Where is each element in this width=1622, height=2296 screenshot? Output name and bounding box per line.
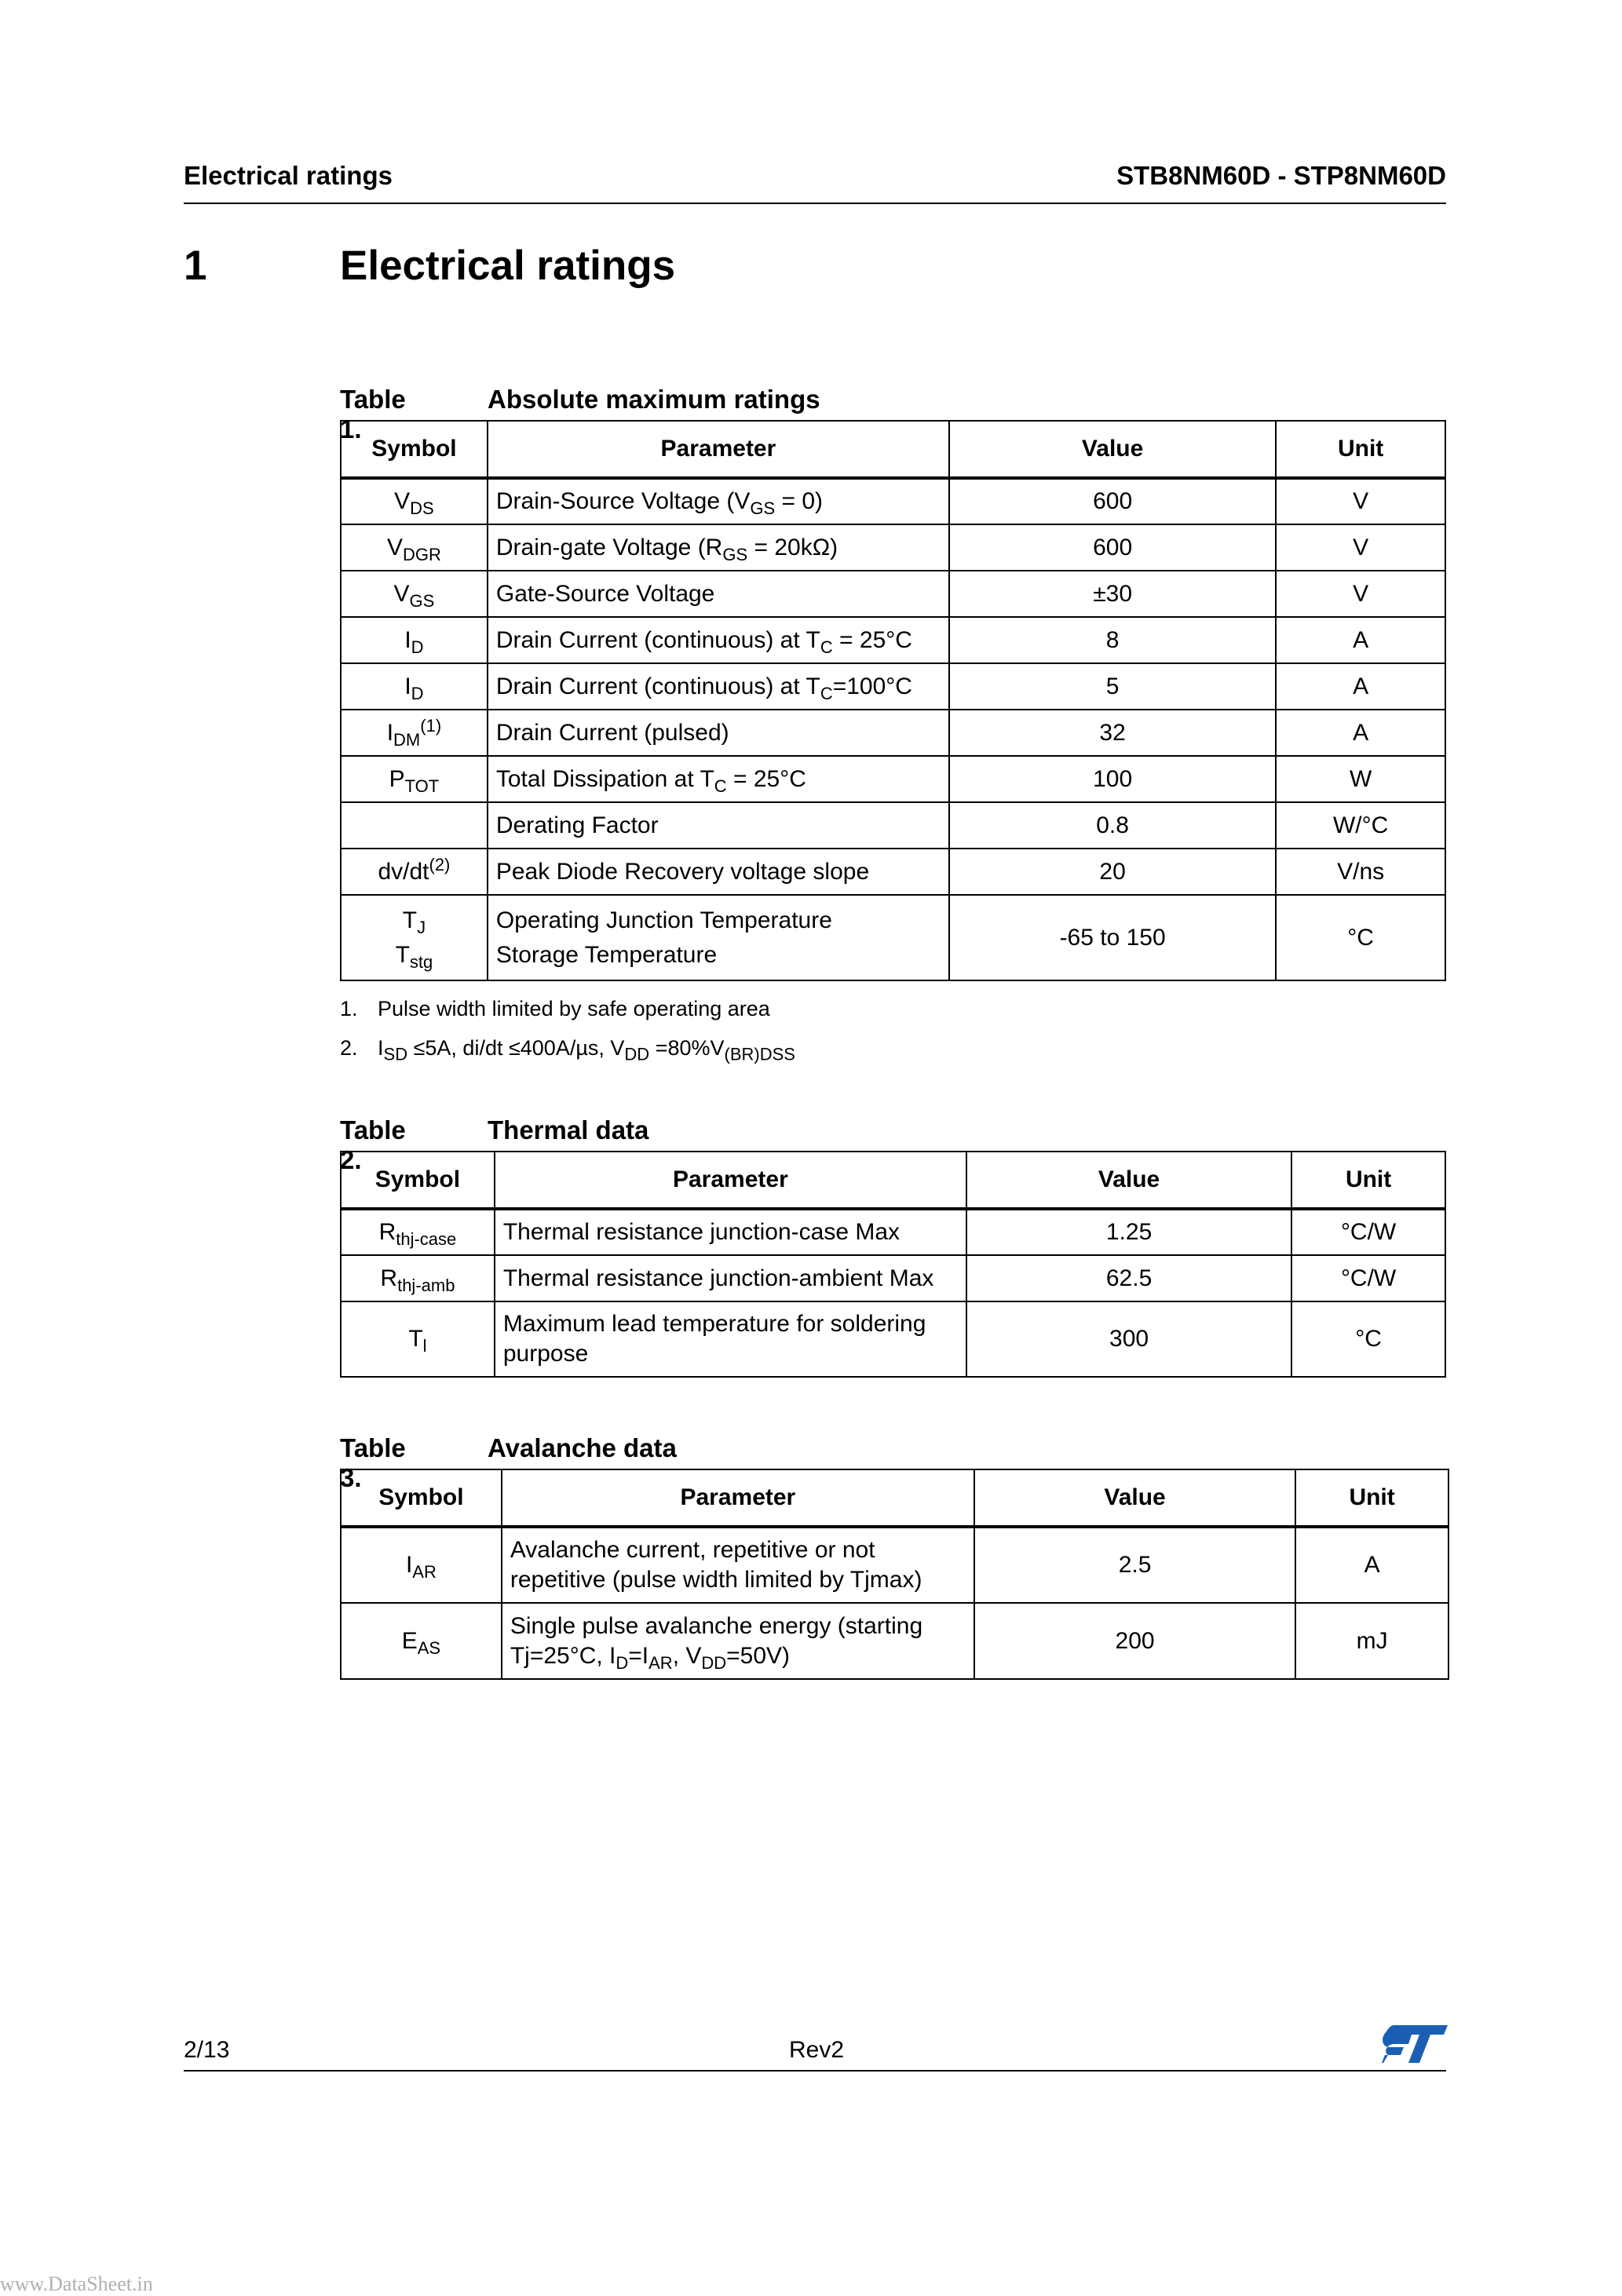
- table-row: [341, 524, 1445, 571]
- symbol-cell: $I_{AR}$: [341, 1527, 502, 1603]
- col-header-parameter: Parameter: [488, 421, 949, 478]
- header-rule: [184, 203, 1446, 204]
- table-row: [341, 663, 1445, 710]
- value-cell: 100: [949, 756, 1276, 802]
- unit-cell: A: [1295, 1527, 1448, 1603]
- col-header-parameter: Parameter: [495, 1152, 966, 1209]
- symbol-cell: $I_D$: [341, 663, 488, 710]
- col-header-unit: Unit: [1295, 1469, 1448, 1527]
- value-cell: 300: [966, 1301, 1291, 1377]
- symbol-cell: $dv/dt^{(2)}$: [341, 849, 488, 895]
- value-cell: 8: [949, 617, 1276, 663]
- table-header-row: [341, 1152, 1445, 1209]
- value-cell: ±30: [949, 571, 1276, 617]
- table-row: [341, 478, 1445, 524]
- symbol-cell: $R_{thj-case}$: [341, 1209, 495, 1255]
- parameter-cell: Avalanche current, repetitive or not repetitive (pulse width limited by Tjmax): [502, 1527, 974, 1603]
- col-header-unit: Unit: [1276, 421, 1445, 478]
- col-header-symbol: Symbol: [341, 1469, 502, 1527]
- unit-cell: V: [1276, 571, 1445, 617]
- unit-cell: V: [1276, 478, 1445, 524]
- table-row: [341, 710, 1445, 756]
- value-cell: 32: [949, 710, 1276, 756]
- symbol-cell: $I_D$: [341, 617, 488, 663]
- unit-cell: mJ: [1295, 1603, 1448, 1679]
- table-row: [341, 1301, 1445, 1377]
- running-header-part-number: STB8NM60D - STP8NM60D: [1116, 161, 1446, 190]
- parameter-cell: Drain Current (pulsed): [488, 710, 949, 756]
- unit-cell: °C: [1291, 1301, 1445, 1377]
- page-number: 2/13: [184, 2037, 230, 2063]
- col-header-symbol: Symbol: [341, 1152, 495, 1209]
- symbol-cell: $R_{thj-amb}$: [341, 1255, 495, 1301]
- symbol-cell: $V_{DS}$: [341, 478, 488, 524]
- table-row: [341, 1527, 1448, 1603]
- table-row: [341, 617, 1445, 663]
- table-row: [341, 849, 1445, 895]
- col-header-value: Value: [974, 1469, 1295, 1527]
- value-cell: 1.25: [966, 1209, 1291, 1255]
- table3-avalanche-data: [340, 1469, 1449, 1680]
- unit-cell: V/ns: [1276, 849, 1445, 895]
- table-row: [341, 1255, 1445, 1301]
- value-cell: 62.5: [966, 1255, 1291, 1301]
- table-header-row: [341, 421, 1445, 478]
- table1-label: Table 1.: [340, 385, 406, 444]
- table-row: [341, 571, 1445, 617]
- col-header-value: Value: [949, 421, 1276, 478]
- col-header-parameter: Parameter: [502, 1469, 974, 1527]
- unit-cell: A: [1276, 663, 1445, 710]
- col-header-unit: Unit: [1291, 1152, 1445, 1209]
- parameter-cell: Drain Current (continuous) at $T_C=100^\circ C$: [488, 663, 949, 710]
- table-row: [341, 802, 1445, 849]
- value-cell: 20: [949, 849, 1276, 895]
- parameter-cell: Thermal resistance junction-case Max: [495, 1209, 966, 1255]
- parameter-cell: Derating Factor: [488, 802, 949, 849]
- table-row: [341, 756, 1445, 802]
- unit-cell: °C: [1276, 895, 1445, 980]
- table-row: [341, 1603, 1448, 1679]
- symbol-cell: $T_J$ $T_{stg}$: [341, 895, 488, 980]
- table-header-row: [341, 1469, 1448, 1527]
- table1-title: Absolute maximum ratings: [488, 385, 820, 414]
- parameter-cell: Maximum lead temperature for soldering purpose: [495, 1301, 966, 1377]
- unit-cell: °C/W: [1291, 1209, 1445, 1255]
- table2-label: Table 2.: [340, 1115, 406, 1174]
- symbol-cell: $V_{GS}$: [341, 571, 488, 617]
- watermark-text: www.DataSheet.in: [0, 2272, 153, 2295]
- value-cell: 600: [949, 478, 1276, 524]
- unit-cell: W: [1276, 756, 1445, 802]
- unit-cell: W/°C: [1276, 802, 1445, 849]
- table1-absolute-maximum-ratings: [340, 420, 1446, 981]
- parameter-cell: Single pulse avalanche energy (starting Tj=25°C, $I_D=I_{AR}$, $V_{DD}=50V$): [502, 1603, 974, 1679]
- parameter-cell: Peak Diode Recovery voltage slope: [488, 849, 949, 895]
- parameter-cell: Drain Current (continuous) at $T_C = 25^\circ C$: [488, 617, 949, 663]
- table3-label: Table 3.: [340, 1433, 406, 1492]
- symbol-cell: $P_{TOT}$: [341, 756, 488, 802]
- value-cell: 2.5: [974, 1527, 1295, 1603]
- parameter-cell: Drain-gate Voltage $(R_{GS} = 20k\Omega)$: [488, 524, 949, 571]
- parameter-cell: Total Dissipation at $T_C = 25^\circ C$: [488, 756, 949, 802]
- table2-title: Thermal data: [488, 1115, 649, 1144]
- section-number: 1: [184, 243, 207, 289]
- parameter-cell: Operating Junction Temperature Storage Temperature: [488, 895, 949, 980]
- col-header-symbol: Symbol: [341, 421, 488, 478]
- st-logo-icon: [1380, 2024, 1449, 2064]
- symbol-cell: $I_{DM}^{(1)}$: [341, 710, 488, 756]
- symbol-cell: [341, 802, 488, 849]
- unit-cell: V: [1276, 524, 1445, 571]
- running-header-title: Electrical ratings: [184, 161, 393, 190]
- parameter-cell: Drain-Source Voltage $(V_{GS} = 0)$: [488, 478, 949, 524]
- value-cell: -65 to 150: [949, 895, 1276, 980]
- parameter-cell: Thermal resistance junction-ambient Max: [495, 1255, 966, 1301]
- table2-thermal-data: [340, 1151, 1446, 1378]
- value-cell: 0.8: [949, 802, 1276, 849]
- value-cell: 200: [974, 1603, 1295, 1679]
- symbol-cell: $T_l$: [341, 1301, 495, 1377]
- value-cell: 5: [949, 663, 1276, 710]
- section-title: Electrical ratings: [340, 243, 676, 289]
- unit-cell: A: [1276, 710, 1445, 756]
- revision: Rev2: [789, 2037, 845, 2063]
- unit-cell: °C/W: [1291, 1255, 1445, 1301]
- footer-rule: [184, 2070, 1446, 2072]
- table-row: [341, 895, 1445, 980]
- parameter-cell: Gate-Source Voltage: [488, 571, 949, 617]
- table3-title: Avalanche data: [488, 1433, 677, 1462]
- symbol-cell: $E_{AS}$: [341, 1603, 502, 1679]
- table-row: [341, 1209, 1445, 1255]
- value-cell: 600: [949, 524, 1276, 571]
- col-header-value: Value: [966, 1152, 1291, 1209]
- symbol-cell: $V_{DGR}$: [341, 524, 488, 571]
- unit-cell: A: [1276, 617, 1445, 663]
